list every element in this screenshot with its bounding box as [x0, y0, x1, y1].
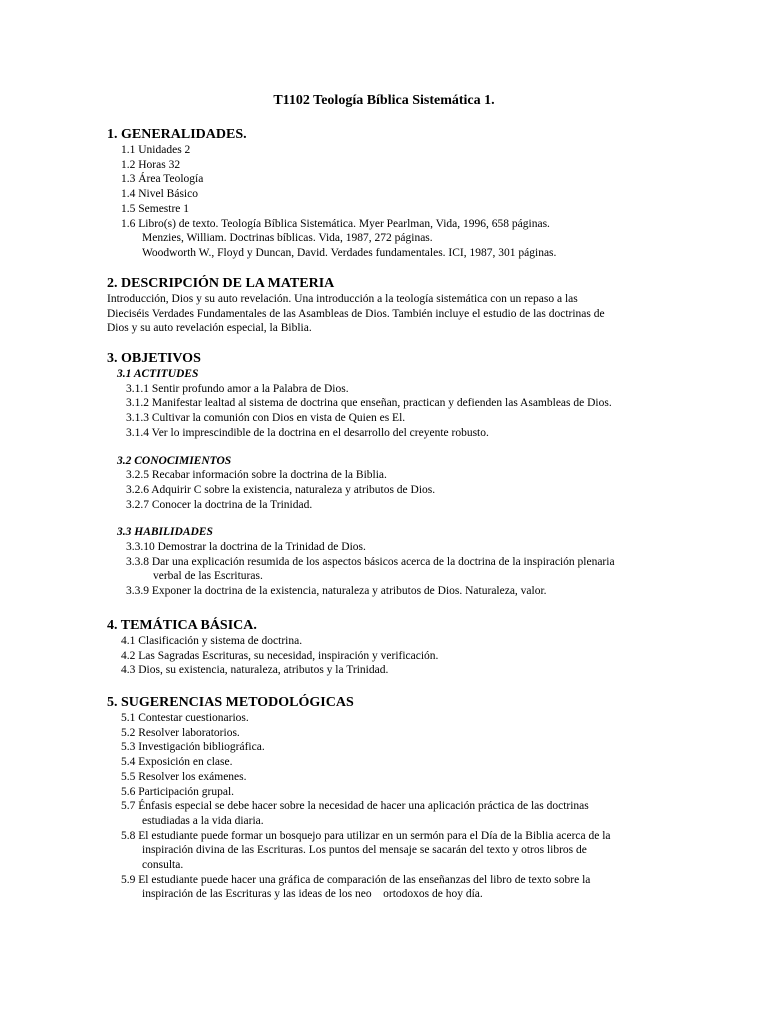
paragraph-line: Introducción, Dios y su auto revelación. Una introducción a la teología sistemática con un repaso a las — [107, 293, 578, 305]
list-item-continuation: inspiración divina de las Escrituras. Los puntos del mensaje se sacarán del texto y otros libros de — [142, 844, 587, 857]
list-item: 1.6 Libro(s) de texto. Teología Bíblica Sistemática. Myer Pearlman, Vida, 1996, 658 páginas. — [121, 217, 550, 230]
list-item: 3.1.2 Manifestar lealtad al sistema de doctrina que enseñan, practican y defienden las Asambleas de Dios. — [126, 397, 612, 410]
section-heading: 4. TEMÁTICA BÁSICA. — [107, 618, 257, 633]
list-item: 5.6 Participación grupal. — [121, 785, 235, 798]
list-item: 1.1 Unidades 2 — [121, 144, 191, 156]
list-item: 3.1.1 Sentir profundo amor a la Palabra de Dios. — [126, 382, 349, 395]
list-item: 1.3 Área Teología — [121, 173, 204, 186]
section-tematica — [107, 617, 667, 678]
section-generalidades — [107, 126, 667, 261]
list-item: 5.4 Exposición en clase. — [121, 756, 233, 769]
section-heading: 3. OBJETIVOS — [107, 351, 201, 366]
list-item: 4.2 Las Sagradas Escrituras, su necesidad, inspiración y verificación. — [121, 649, 439, 662]
list-item: 5.1 Contestar cuestionarios. — [121, 712, 249, 724]
list-item: 1.5 Semestre 1 — [121, 202, 190, 215]
list-item: 4.3 Dios, su existencia, naturaleza, atributos y la Trinidad. — [121, 664, 389, 677]
list-item: 5.5 Resolver los exámenes. — [121, 770, 247, 783]
list-item: 3.2.7 Conocer la doctrina de la Trinidad. — [126, 498, 313, 511]
section-objetivos — [107, 350, 667, 599]
list-item-continuation: consulta. — [142, 859, 184, 872]
list-item: 5.2 Resolver laboratorios. — [121, 726, 240, 739]
list-item: 3.1.4 Ver lo imprescindible de la doctrina en el desarrollo del creyente robusto. — [126, 426, 489, 439]
list-item: 5.9 El estudiante puede hacer una gráfica de comparación de las enseñanzas del libro de texto sobre la — [121, 873, 591, 886]
list-item: 3.3.10 Demostrar la doctrina de la Trinidad de Dios. — [126, 541, 366, 554]
list-item: 5.3 Investigación bibliográfica. — [121, 741, 265, 754]
section-sugerencias — [107, 694, 667, 902]
list-item: 3.3.9 Exponer la doctrina de la existencia, naturaleza y atributos de Dios. Naturaleza, valor. — [126, 585, 547, 598]
subsection-heading: 3.3 HABILIDADES — [117, 526, 213, 539]
paragraph-line: Dios y su auto revelación especial, la Biblia. — [107, 322, 312, 335]
list-item: 3.2.6 Adquirir C sobre la existencia, naturaleza y atributos de Dios. — [126, 483, 436, 496]
book-reference: Woodworth W., Floyd y Duncan, David. Verdades fundamentales. ICI, 1987, 301 páginas. — [142, 246, 557, 259]
list-item: 3.3.8 Dar una explicación resumida de los aspectos básicos acerca de la doctrina de la inspiración plenaria — [126, 555, 615, 568]
list-item-continuation: verbal de las Escrituras. — [153, 570, 263, 583]
list-item: 1.4 Nivel Básico — [121, 188, 198, 201]
document-title: T1102 Teología Bíblica Sistemática 1. — [273, 93, 495, 108]
list-item: 5.7 Énfasis especial se debe hacer sobre la necesidad de hacer una aplicación práctica de las doctrinas — [121, 800, 589, 813]
list-item: 5.8 El estudiante puede formar un bosquejo para utilizar en un sermón para el Día de la Biblia acerca de la — [121, 829, 611, 842]
subsection-heading: 3.2 CONOCIMIENTOS — [117, 454, 232, 467]
paragraph-line: Dieciséis Verdades Fundamentales de las Asambleas de Dios. También incluye el estudio de las doctrinas de — [107, 307, 605, 320]
list-item: 3.2.5 Recabar información sobre la doctrina de la Biblia. — [126, 469, 387, 482]
list-item-continuation: inspiración de las Escrituras y las ideas de los neo ortodoxos de hoy día. — [142, 888, 483, 901]
section-heading: 5. SUGERENCIAS METODOLÓGICAS — [107, 695, 354, 710]
section-descripcion — [107, 275, 667, 336]
subsection-heading: 3.1 ACTITUDES — [117, 368, 199, 380]
list-item: 4.1 Clasificación y sistema de doctrina. — [121, 635, 303, 647]
list-item: 3.1.3 Cultivar la comunión con Dios en vista de Quien es El. — [126, 412, 406, 425]
list-item: 1.2 Horas 32 — [121, 158, 181, 171]
list-item-continuation: estudiadas a la vida diaria. — [142, 814, 264, 827]
section-heading: 2. DESCRIPCIÓN DE LA MATERIA — [107, 276, 335, 291]
section-heading: 1. GENERALIDADES. — [107, 127, 247, 142]
book-reference: Menzies, William. Doctrinas bíblicas. Vida, 1987, 272 páginas. — [142, 232, 433, 245]
